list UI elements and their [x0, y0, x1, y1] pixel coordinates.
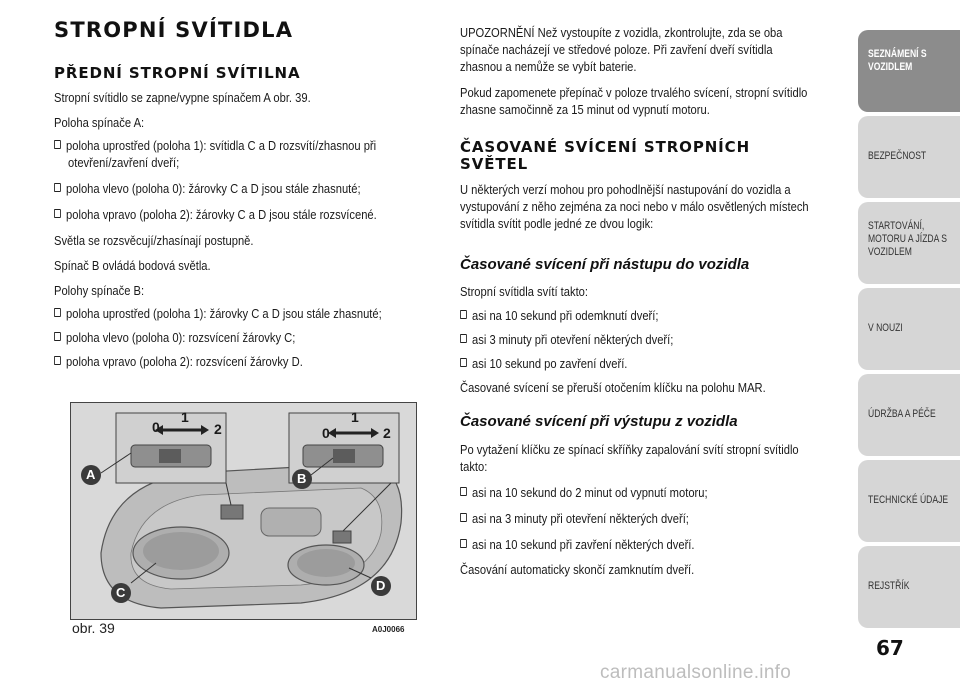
- tab-label: VOZIDLEM: [868, 246, 912, 258]
- tab-label: MOTORU A JÍZDA S: [868, 233, 947, 245]
- bullet-item: asi 10 sekund po zavření dveří.: [460, 355, 868, 372]
- position-label-0: 0: [152, 419, 160, 435]
- figure-caption: obr. 39: [72, 620, 115, 636]
- bullet-item: poloha vpravo (poloha 2): žárovky C a D jsou stále rozsvícené.: [54, 206, 427, 223]
- tab-emergency[interactable]: [858, 288, 960, 370]
- bullet-item: poloha vpravo (poloha 2): rozsvícení žárovky D.: [54, 353, 427, 370]
- bullet-item: poloha vlevo (poloha 0): žárovky C a D jsou stále zhasnuté;: [54, 180, 427, 197]
- bullet-item: asi na 10 sekund při zavření některých dveří.: [460, 536, 868, 553]
- tab-index[interactable]: [858, 546, 960, 628]
- figure-code: A0J0066: [372, 625, 405, 634]
- position-label-2: 2: [214, 421, 222, 437]
- position-label-1: 1: [351, 409, 359, 425]
- paragraph: U některých verzí mohou pro pohodlnější nastupování do vozidla a: [460, 182, 791, 197]
- bullet-item: asi na 10 sekund při odemknutí dveří;: [460, 307, 868, 324]
- tab-label: SEZNÁMENÍ S: [868, 48, 927, 60]
- ceiling-light-illustration: [70, 402, 417, 620]
- section-heading-front-light: PŘEDNÍ STROPNÍ SVÍTILNA: [54, 64, 301, 82]
- tab-safety[interactable]: [858, 116, 960, 198]
- paragraph: Po vytažení klíčku ze spínací skříňky zapalování svítí stropní svítidlo: [460, 442, 799, 457]
- position-label-2: 2: [383, 425, 391, 441]
- callout-b: B: [297, 471, 307, 486]
- paragraph: zhasne samočinně za 15 minut od vypnutí motoru.: [460, 102, 710, 117]
- tab-label: STARTOVÁNÍ,: [868, 220, 925, 232]
- tab-label: ÚDRŽBA A PÉČE: [868, 408, 936, 420]
- warning-text: zhasnou a nemůže se vybít baterie.: [460, 59, 637, 74]
- bullet-item-continuation: otevření/zavření dveří;: [68, 155, 180, 170]
- paragraph: Časování automaticky skončí zamknutím dveří.: [460, 562, 695, 577]
- callout-c: C: [116, 585, 126, 600]
- warning-text: UPOZORNĚNÍ Než vystoupíte z vozidla, zkontrolujte, zda se oba: [460, 25, 783, 40]
- section-heading-timed-lighting-cont: SVĚTEL: [460, 155, 529, 173]
- subheading-entry: Časované svícení při nástupu do vozidla: [460, 256, 750, 273]
- bullet-item: poloha uprostřed (poloha 1): svítidla C a D rozsvítí/zhasnou při: [54, 137, 427, 154]
- paragraph: Polohy spínače B:: [54, 283, 145, 298]
- paragraph: Stropní svítidla svítí takto:: [460, 284, 589, 299]
- paragraph: Stropní svítidlo se zapne/vypne spínačem A obr. 39.: [54, 90, 311, 105]
- paragraph: Časované svícení se přeruší otočením klíčku na polohu MAR.: [460, 380, 766, 395]
- paragraph: takto:: [460, 459, 488, 474]
- bullet-item: asi na 3 minuty při otevření některých dveří;: [460, 510, 868, 527]
- bullet-item: asi 3 minuty při otevření některých dveří;: [460, 331, 868, 348]
- tab-label: BEZPEČNOST: [868, 150, 927, 162]
- tab-getting-to-know[interactable]: [858, 30, 960, 112]
- watermark[interactable]: carmanualsonline.info: [600, 662, 792, 683]
- paragraph: svítidla svítit podle jedné ze dvou logik:: [460, 216, 654, 231]
- paragraph: Pokud zapomenete přepínač v poloze trvalého svícení, stropní svítidlo: [460, 85, 808, 100]
- tab-technical-data[interactable]: [858, 460, 960, 542]
- position-label-1: 1: [181, 409, 189, 425]
- paragraph: Světla se rozsvěcují/zhasínají postupně.: [54, 233, 254, 248]
- paragraph: Spínač B ovládá bodová světla.: [54, 258, 211, 273]
- tab-label: REJSTŘÍK: [868, 580, 910, 592]
- section-heading-timed-lighting: ČASOVANÉ SVÍCENÍ STROPNÍCH: [460, 138, 751, 156]
- tab-label: V NOUZI: [868, 322, 903, 334]
- paragraph: vystupování z něho zejména za noci nebo v málo osvětlených místech: [460, 199, 809, 214]
- warning-text: spínače nacházejí ve středové poloze. Při zavření dveří svítidla: [460, 42, 773, 57]
- tab-starting-driving[interactable]: [858, 202, 960, 284]
- paragraph: Poloha spínače A:: [54, 115, 145, 130]
- bullet-item: poloha uprostřed (poloha 1): žárovky C a D jsou stále zhasnuté;: [54, 305, 427, 322]
- page-number: 67: [876, 636, 904, 660]
- tab-maintenance[interactable]: [858, 374, 960, 456]
- page-title: STROPNÍ SVÍTIDLA: [54, 18, 294, 42]
- bullet-item: poloha vlevo (poloha 0): rozsvícení žárovky C;: [54, 329, 427, 346]
- bullet-item: asi na 10 sekund do 2 minut od vypnutí motoru;: [460, 484, 868, 501]
- subheading-exit: Časované svícení při výstupu z vozidla: [460, 413, 738, 430]
- callout-a: A: [86, 467, 96, 482]
- callout-d: D: [376, 578, 386, 593]
- tab-label: VOZIDLEM: [868, 61, 913, 73]
- tab-label: TECHNICKÉ ÚDAJE: [868, 494, 949, 506]
- position-label-0: 0: [322, 425, 330, 441]
